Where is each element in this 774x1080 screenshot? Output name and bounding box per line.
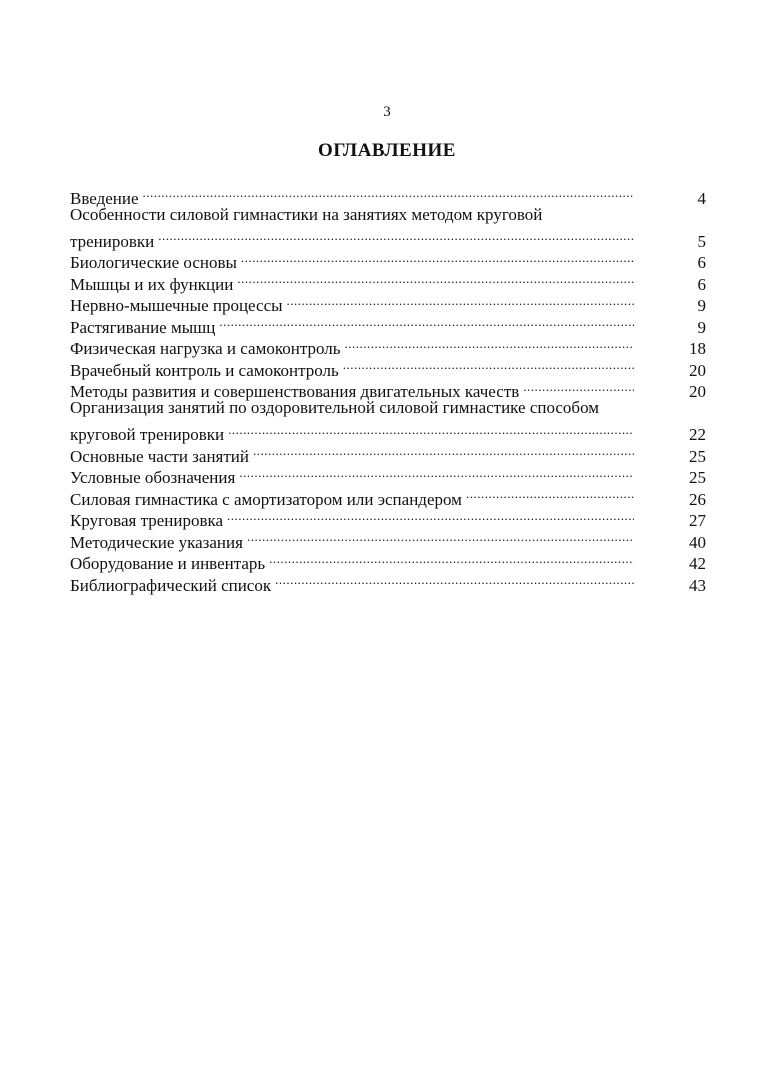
leader-dots (228, 419, 634, 441)
toc-entry-label: Методические указания (70, 532, 243, 552)
toc-entry-page: 18 (689, 339, 706, 358)
toc-entry-label: Мышцы и их функции (70, 274, 234, 294)
leader-dots (239, 462, 634, 484)
table-of-contents (70, 182, 706, 595)
leader-dots (275, 569, 634, 591)
toc-entry-label: Введение (70, 188, 139, 208)
toc-entry-label: Биологические основы (70, 253, 237, 272)
toc-entry-page: 26 (689, 489, 706, 509)
leader-dots (466, 483, 634, 505)
toc-entry-organization-of-classes[interactable] (70, 397, 706, 444)
toc-entry-label-cont: тренировки (70, 231, 155, 251)
toc-entry-page: 6 (697, 253, 706, 272)
toc-entry-page: 25 (689, 446, 706, 466)
toc-entry-label: Особенности силовой гимнастики на занятиях методом круговой (70, 204, 543, 224)
toc-entry-page: 40 (689, 532, 706, 552)
leader-dots (269, 548, 634, 570)
toc-entry-label-cont: круговой тренировки (70, 425, 225, 444)
toc-entry-strength-gymnastics-features[interactable] (70, 204, 706, 251)
leader-dots (158, 225, 634, 247)
toc-entry-page: 27 (689, 511, 706, 530)
page-number: 3 (383, 104, 391, 120)
leader-dots (253, 440, 634, 462)
toc-entry-label: Растягивание мышц (70, 317, 216, 337)
leader-dots (343, 354, 634, 376)
toc-entry-label: Оборудование и инвентарь (70, 554, 266, 573)
toc-entry-page: 9 (697, 296, 706, 315)
leader-dots (523, 376, 634, 398)
toc-entry-introduction[interactable] (70, 182, 706, 208)
leader-dots (247, 526, 634, 548)
leader-dots (219, 311, 634, 333)
toc-entry-label: Основные части занятий (70, 446, 249, 466)
toc-entry-label: Условные обозначения (70, 468, 236, 487)
toc-entry-label: Физическая нагрузка и самоконтроль (70, 339, 341, 358)
leader-dots (237, 268, 634, 290)
toc-entry-page: 20 (689, 382, 706, 401)
leader-dots (241, 247, 634, 269)
leader-dots (287, 290, 634, 312)
leader-dots (143, 182, 634, 204)
toc-title: ОГЛАВЛЕНИЕ (318, 140, 456, 161)
leader-dots (227, 505, 634, 527)
toc-entry-label: Организация занятий по оздоровительной силовой гимнастике способом (70, 398, 600, 417)
toc-entry-page: 6 (697, 274, 706, 294)
toc-entry-page: 5 (697, 231, 706, 251)
toc-entry-page: 4 (697, 188, 706, 208)
toc-entry-label: Библиографический список (70, 575, 272, 595)
leader-dots (344, 333, 634, 355)
toc-entry-biological-basics[interactable] (70, 247, 706, 272)
toc-entry-page: 43 (689, 575, 706, 595)
toc-entry-label: Врачебный контроль и самоконтроль (70, 360, 339, 380)
toc-entry-label: Круговая тренировка (70, 511, 224, 530)
toc-entry-label: Нервно-мышечные процессы (70, 296, 283, 315)
toc-entry-page: 25 (689, 468, 706, 487)
toc-entry-page: 42 (689, 554, 706, 573)
toc-entry-label: Методы развития и совершенствования двигательных качеств (70, 382, 520, 401)
toc-entry-page: 22 (689, 425, 706, 444)
toc-entry-page: 20 (689, 360, 706, 380)
toc-entry-page: 9 (697, 317, 706, 337)
toc-entry-label: Силовая гимнастика с амортизатором или эспандером (70, 489, 462, 509)
